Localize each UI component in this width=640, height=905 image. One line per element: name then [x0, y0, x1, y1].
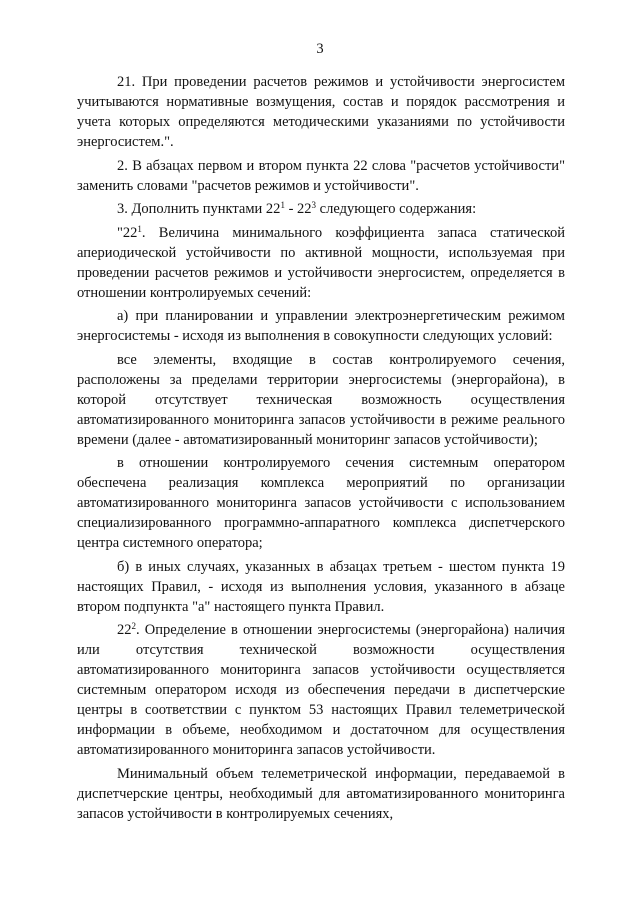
paragraph-subitem-a: а) при планировании и управлении электроэнергетическим режимом энергосистемы - исходя из выполнения в совокупности следующих условий:	[77, 308, 565, 344]
paragraph-amendment-2: 2. В абзацах первом и втором пункта 22 слова "расчетов устойчивости" заменить словами "расчетов режимов и устойчивости".	[77, 157, 565, 194]
paragraph-item-22-2	[77, 620, 565, 760]
paragraph-text: - 22	[284, 201, 312, 217]
paragraph-minimum-volume: Минимальный объем телеметрической информации, передаваемой в диспетчерские центры, необходимый для автоматизированного мониторинга запасов устойчивости в контролируемых сечениях,	[77, 765, 565, 822]
paragraph-subitem-b: б) в иных случаях, указанных в абзацах третьем - шестом пункта 19 настоящих Правил, - исходя из выполнения условия, указанного в абзаце втором подпункта "а" настоящего пункта Правил.	[77, 558, 565, 615]
superscript: 1	[280, 200, 285, 210]
paragraph-text: 3. Дополнить пунктами 22	[117, 201, 281, 217]
paragraph-text: . Определение в отношении энергосистемы (энергорайона) наличия или отсутствия технической возможности осуществления автоматизированного мониторинга запасов устойчивости осуществляется системным оператором исходя из обеспечения передачи в диспетчерские центры в соответствии с пунктом 53 настоящих Правил телеметрической информации в объеме, необходимом и достаточном для осуществления автоматизированного мониторинга запасов устойчивости.	[77, 622, 565, 758]
superscript: 2	[131, 621, 136, 631]
superscript: 3	[311, 200, 317, 210]
superscript: 1	[137, 223, 142, 234]
paragraph-condition-1: все элементы, входящие в состав контролируемого сечения, расположены за пределами территории энергосистемы (энергорайона), в которой отсутствует техническая возможность осуществления автоматизированного мониторинга запасов устойчивости в режиме реального времени (далее - автоматизированный мониторинг запасов устойчивости);	[77, 351, 565, 448]
paragraph-text: "22	[117, 224, 138, 241]
page-number: 3	[316, 41, 324, 57]
paragraph-item-21: 21. При проведении расчетов режимов и устойчивости энергосистем учитываются нормативные возмущения, состав и порядок рассмотрения и учета которых определяются методическими указаниями по устойчивости энергосистем.".	[77, 74, 565, 150]
paragraph-text: следующего содержания:	[316, 201, 477, 217]
paragraph-amendment-3	[77, 199, 565, 219]
paragraph-condition-2: в отношении контролируемого сечения системным оператором обеспечена реализация комплекса мероприятий по организации автоматизированного мониторинга запасов устойчивости с использованием специализированного программно-аппаратного комплекса диспетчерского центра системного оператора;	[77, 455, 565, 551]
paragraph-text: . Величина минимального коэффициента запаса статической апериодической устойчивости по активной мощности, используемая при проведении расчетов режимов и устойчивости энергосистем, определяется в отношении контролируемых сечений:	[77, 224, 565, 301]
paragraph-item-22-1	[77, 223, 565, 303]
document-body	[77, 72, 565, 824]
paragraph-text: 22	[117, 622, 132, 638]
